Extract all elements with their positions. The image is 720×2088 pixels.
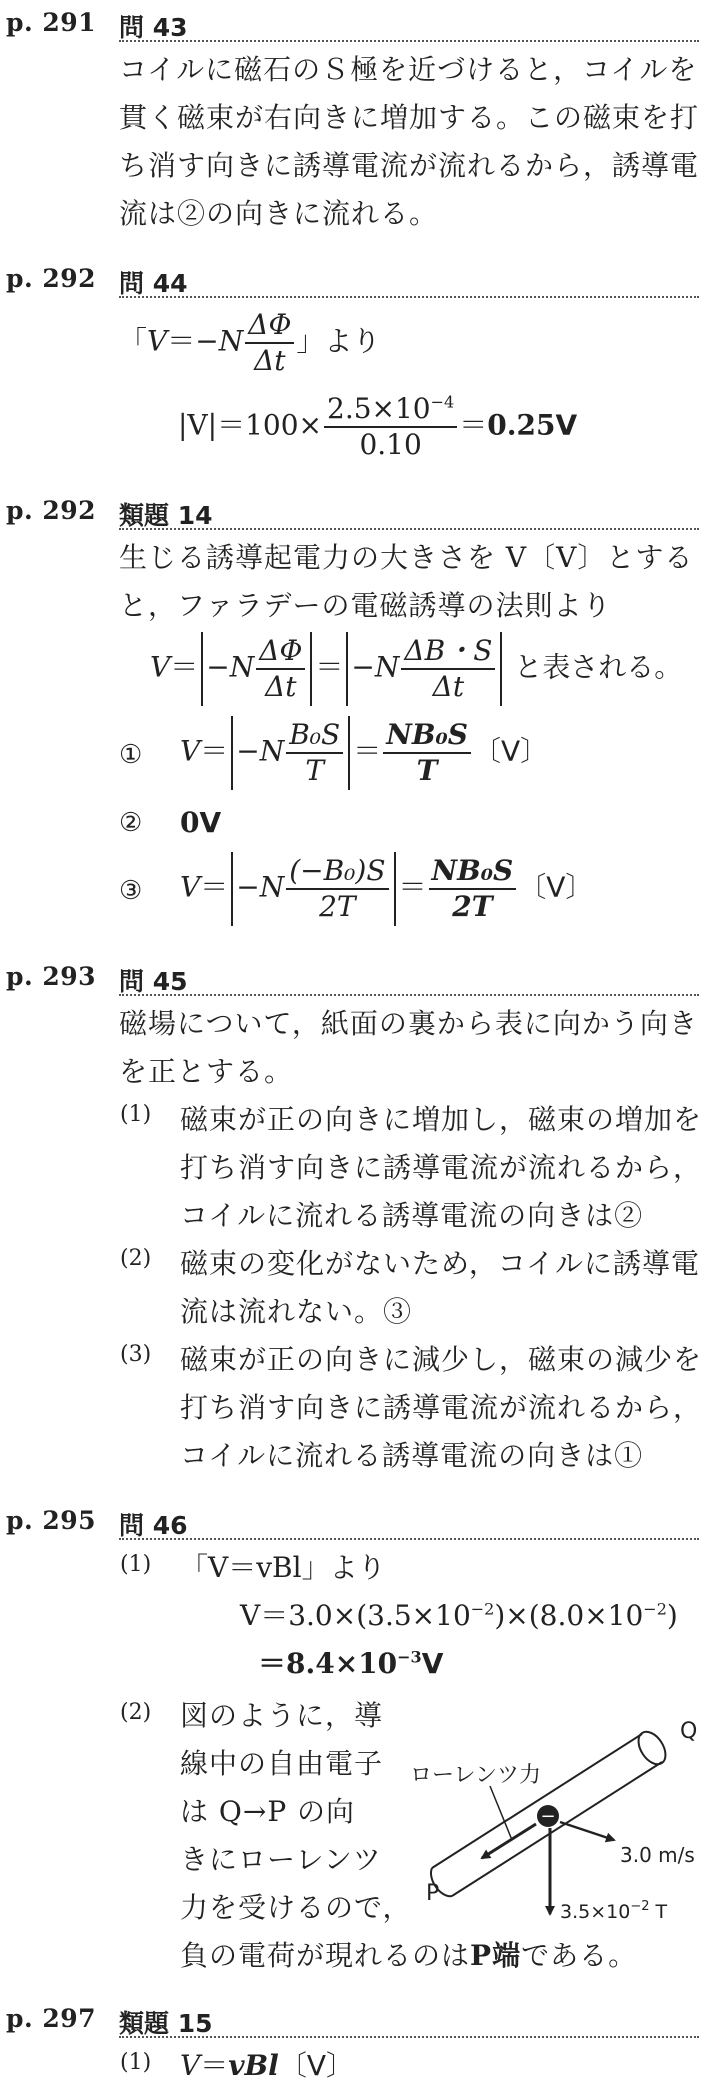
text-line: 磁束が正の向きに減少し，磁束の減少を xyxy=(180,1343,703,1376)
page-ref-291: p. 291 xyxy=(6,8,97,37)
text-line: コイルに流れる誘導電流の向きは② xyxy=(180,1199,644,1232)
text-line: 生じる誘導起電力の大きさを V〔V〕とする xyxy=(119,541,694,574)
item-number: (1) xyxy=(120,1102,152,1127)
problem-title: 類題 15 xyxy=(119,2009,213,2038)
item-number: ① xyxy=(119,740,143,770)
text-line: ち消す向きに誘導電流が流れるから，誘導電 xyxy=(119,149,700,182)
item-number: (2) xyxy=(120,1700,152,1725)
problem-title: 問 45 xyxy=(119,967,188,996)
dotted-rule xyxy=(119,2036,699,2038)
field-label: $3.5\times 10^{-2}$ T xyxy=(560,1899,668,1923)
dotted-rule xyxy=(119,528,699,530)
answer-3: V＝ −N $\frac{\text{(−B₀)S}}{2T}$ ＝ $\frac{\text{NB₀S}}{2T}$ 〔V〕 xyxy=(180,852,593,926)
item-number: ③ xyxy=(119,876,143,906)
page-ref-295: p. 295 xyxy=(6,1506,97,1535)
page-ref-292: p. 292 xyxy=(6,264,97,293)
text-line: 打ち消す向きに誘導電流が流れるから， xyxy=(180,1151,703,1184)
label-P: P xyxy=(426,1881,440,1906)
page-ref-292: p. 292 xyxy=(6,496,97,525)
force-arrow xyxy=(482,1824,536,1858)
text-line: 流は流れない。③ xyxy=(180,1295,413,1328)
problem-title: 類題 14 xyxy=(119,501,213,530)
leader-line xyxy=(490,1786,512,1840)
answer: V＝vBl〔V〕 xyxy=(180,2049,354,2082)
velocity-label: 3.0 m/s xyxy=(620,1843,695,1867)
calculation: |V|＝100× $\frac{2.5\times 10^{-4}}{0.10}$ ＝0.25V xyxy=(178,392,578,461)
text-line: 打ち消す向きに誘導電流が流れるから， xyxy=(180,1391,703,1424)
page-ref-293: p. 293 xyxy=(6,962,97,991)
text-line: 磁場について，紙面の裏から表に向かう向き xyxy=(119,1007,698,1040)
text-line: 図のように，導 xyxy=(180,1699,384,1732)
dotted-rule xyxy=(119,1538,699,1540)
text-line: 磁束が正の向きに増加し，磁束の増加を xyxy=(180,1103,703,1136)
item-number: (1) xyxy=(120,2050,152,2075)
faraday-law: V＝ −N $\frac{\Delta\Phi}{\Delta t}$ ＝ −N $\frac{\Delta B・S}{\Delta t}$ と表される。 xyxy=(150,632,682,706)
answer: $=8.4\times 10^{-3}V$ xyxy=(258,1647,444,1680)
conductor-figure xyxy=(390,1690,710,1930)
text-line: 流は②の向きに流れる。 xyxy=(119,197,439,230)
electron-charge: − xyxy=(540,1806,556,1827)
problem-title: 問 43 xyxy=(119,13,188,42)
item-number: ② xyxy=(119,808,143,838)
label-Q: Q xyxy=(680,1719,698,1744)
text-line: 線中の自由電子 xyxy=(180,1747,384,1780)
lorentz-label: ローレンツ力 xyxy=(410,1763,542,1788)
calculation: $V=3.0\times(3.5\times 10^{-2})\times(8.0\times 10^{-2})$ xyxy=(240,1599,678,1632)
text-line: 貫く磁束が右向きに増加する。この磁束を打 xyxy=(119,101,700,134)
item-number: (2) xyxy=(120,1246,152,1271)
formula-line: 「V＝vBl」より xyxy=(180,1551,386,1584)
dotted-rule xyxy=(119,296,699,298)
formula-intro: 「V＝−N $\frac{\Delta\Phi}{\Delta t}$ 」より xyxy=(119,308,381,377)
text-line: きにローレンツ xyxy=(180,1843,382,1876)
text-line: と，ファラデーの電磁誘導の法則より xyxy=(119,589,612,622)
velocity-arrow xyxy=(560,1822,614,1840)
text-line: コイルに磁石のＳ極を近づけると，コイルを xyxy=(119,53,698,86)
item-number: (3) xyxy=(120,1342,152,1367)
answer-1: V＝ −N $\frac{\text{B₀S}}{T}$ ＝ $\frac{\text{NB₀S}}{T}$ 〔V〕 xyxy=(180,716,548,790)
text-line: は Q→P の向 xyxy=(180,1795,356,1828)
text-line: コイルに流れる誘導電流の向きは① xyxy=(180,1439,644,1472)
text-line: 負の電荷が現れるのはP端である。 xyxy=(180,1939,638,1972)
problem-title: 問 44 xyxy=(119,269,188,298)
item-number: (1) xyxy=(120,1552,152,1577)
answer-2: 0V xyxy=(180,806,222,839)
text-line: 力を受けるので， xyxy=(180,1891,412,1924)
problem-title: 問 46 xyxy=(119,1511,188,1540)
dotted-rule xyxy=(119,40,699,42)
page-ref-297: p. 297 xyxy=(6,2004,97,2033)
text-line: を正とする。 xyxy=(119,1055,294,1088)
text-line: 磁束の変化がないため，コイルに誘導電 xyxy=(180,1247,701,1280)
dotted-rule xyxy=(119,994,699,996)
